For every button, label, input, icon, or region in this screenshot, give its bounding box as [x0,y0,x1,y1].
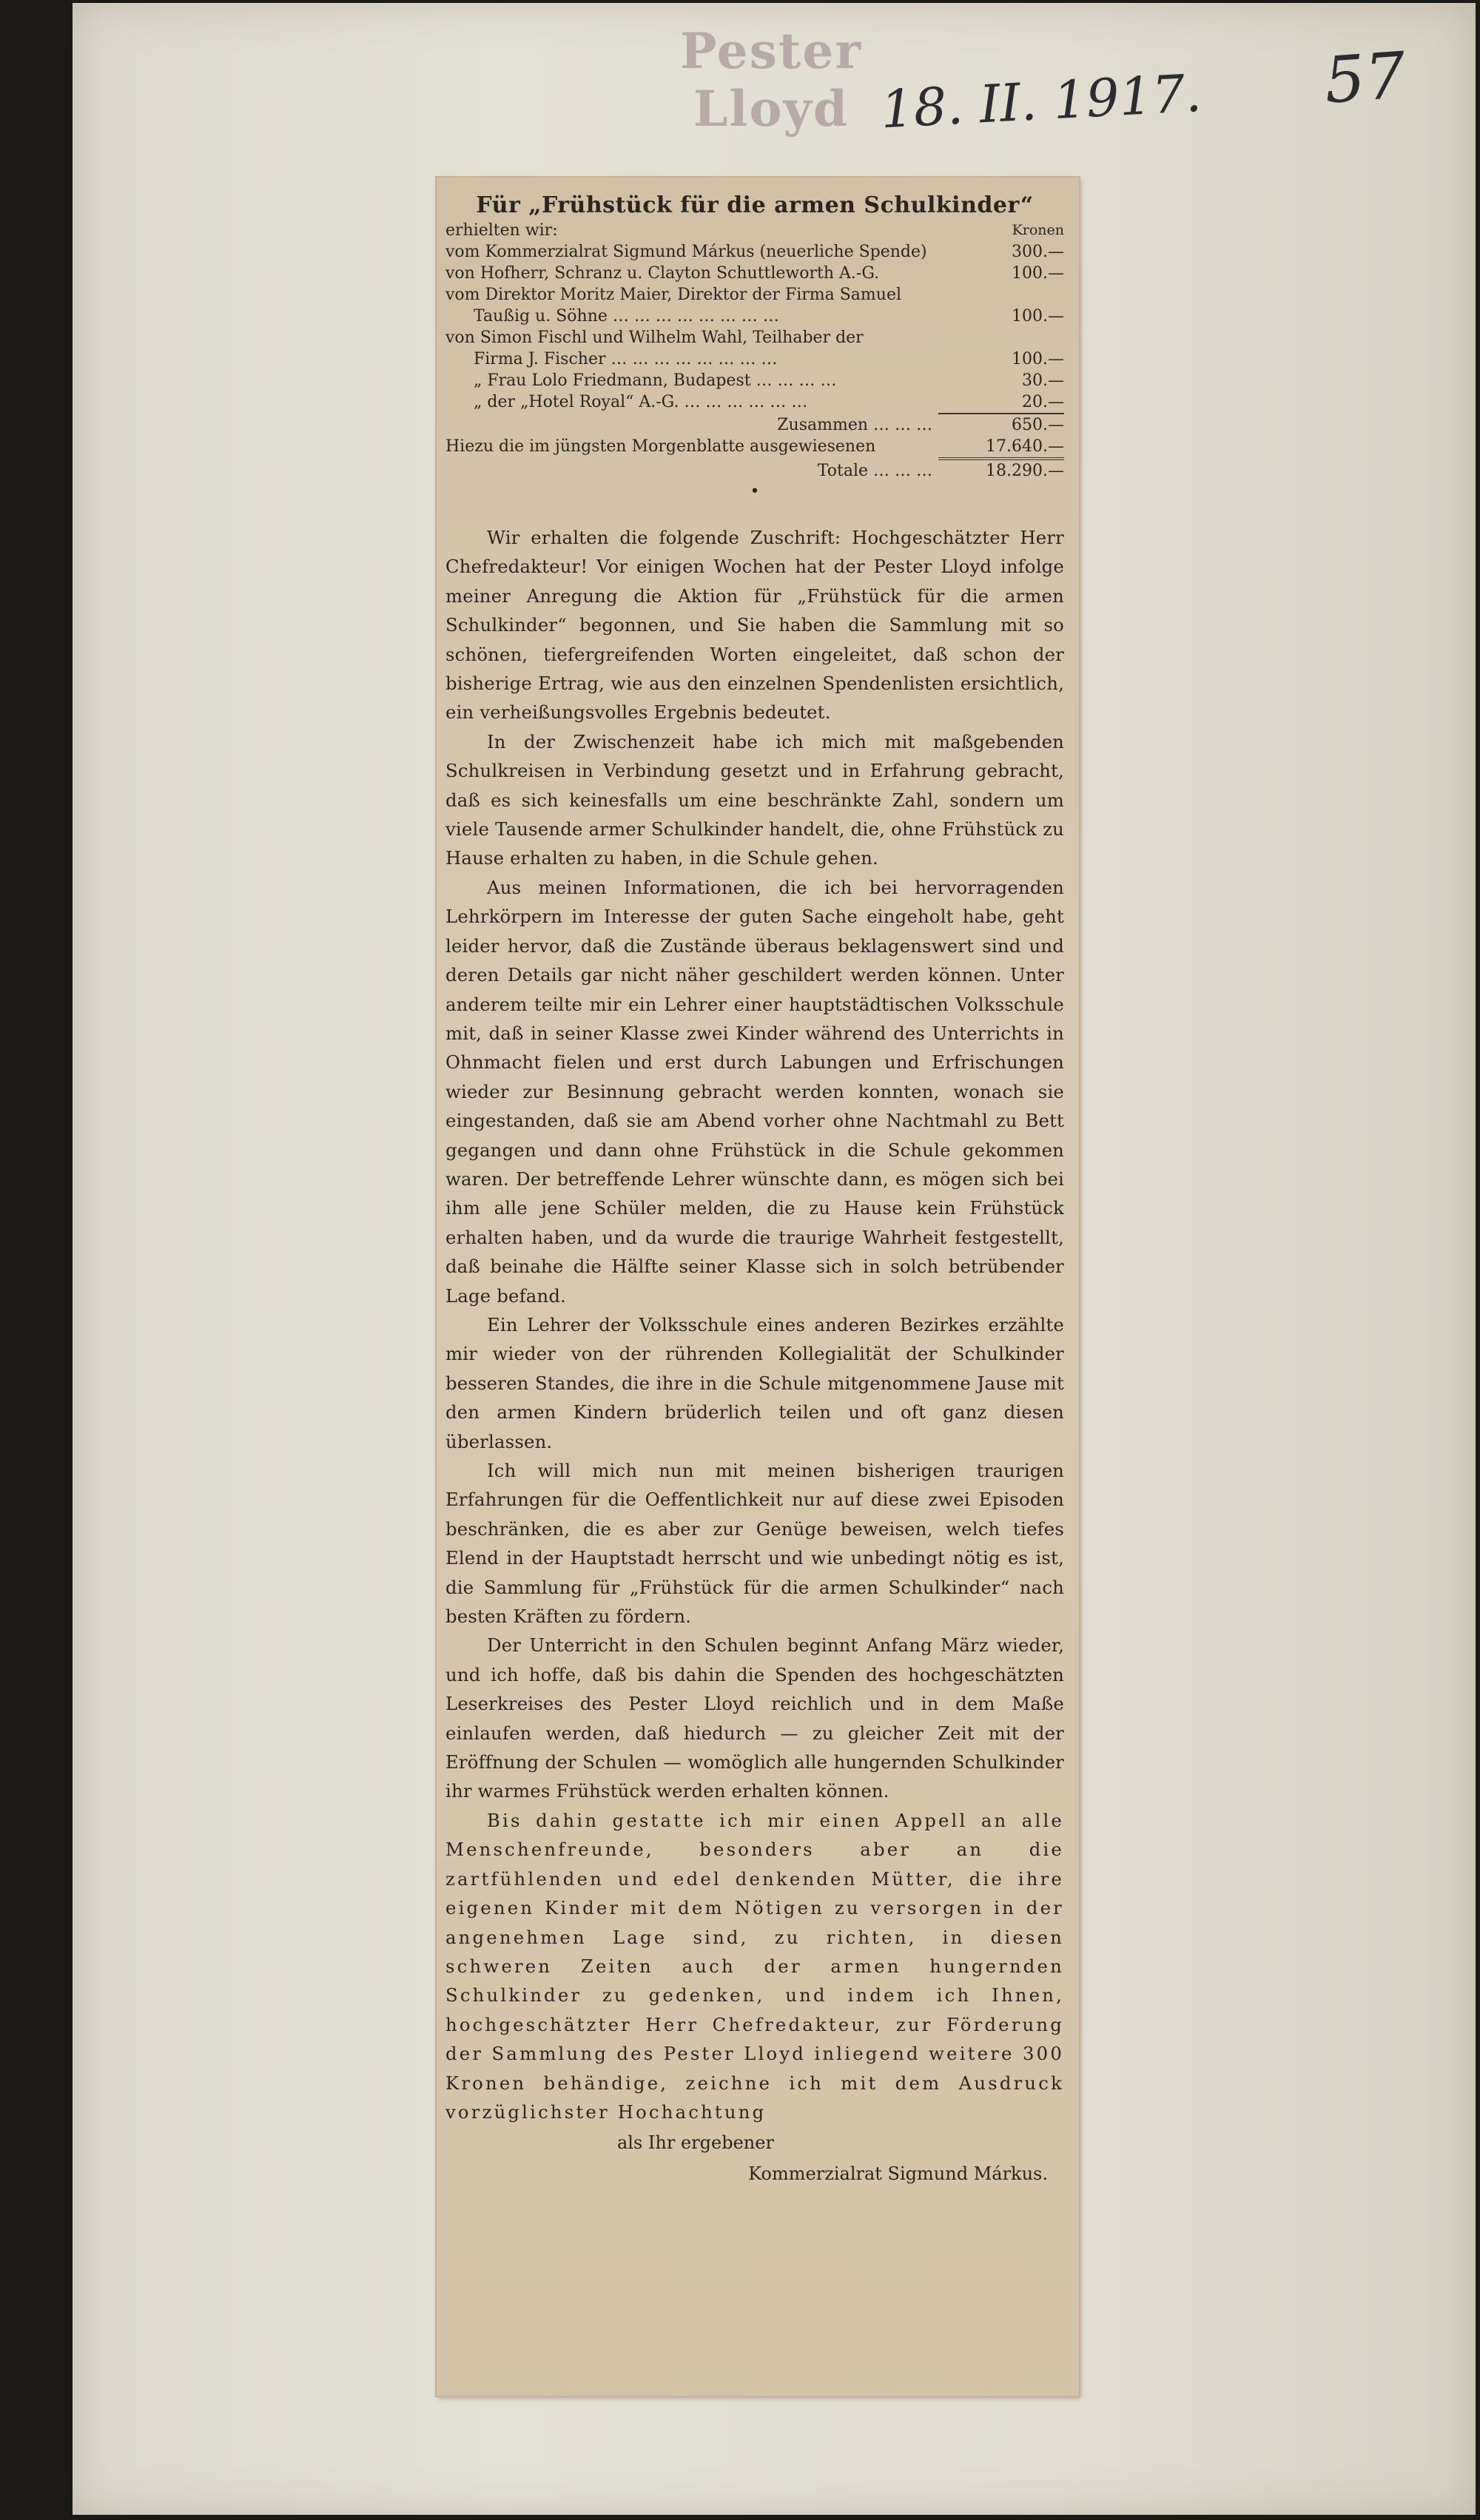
donation-amount: 300.— [1012,243,1064,261]
donation-row [445,327,1064,348]
donation-row [445,263,1064,284]
signature: Kommerzialrat Sigmund Márkus. [748,2163,1048,2185]
donation-header [445,220,1064,241]
donor-text: von Hofherr, Schranz u. Clayton Schuttleworth A.-G. [445,264,880,283]
donor-text: Taußig u. Söhne … … … … … … … … [474,307,779,326]
folio-number: 57 [1322,38,1408,118]
handwritten-date: 18. II. 1917. [879,62,1203,141]
letter-paragraph: Aus meinen Informationen, die ich bei hervorragenden Lehrkörpern im Interesse der guten Sache eingeholt habe, geht leider hervor, daß die Zustände überaus beklagenswert sind und deren Details gar nicht näher geschildert werden können. Unter anderem teilte mir ein Lehrer einer hauptstädtischen Volksschule mit, daß in seiner Klasse zwei Kinder während des Unterrichts in Ohnmacht fielen und erst durch Labungen und Erfrischungen wieder zur Besinnung gebracht werden konnten, wonach sie eingestanden, daß sie am Abend vorher ohne Nachtmahl zu Bett gegangen und dann ohne Frühstück in die Schule gekommen waren. Der betreffende Lehrer wünschte dann, es mögen sich bei ihm alle jene Schüler melden, die zu Hause kein Frühstück erhalten haben, und da wurde die traurige Wahrheit festgestellt, daß beinahe die Hälfte seiner Klasse sich in solch betrübender Lage befand. [445,876,1064,1307]
separator-dot: • [750,482,760,501]
received-label: erhielten wir: [445,221,558,240]
subtotal-amount: 650.— [938,413,1064,436]
donation-amount: 20.— [1022,393,1064,411]
donor-text: „ der „Hotel Royal“ A.-G. … … … … … … [474,393,808,411]
donor-text: von Simon Fischl und Wilhelm Wahl, Teilhaber der [445,329,864,347]
donor-text: „ Frau Lolo Friedmann, Budapest … … … … [474,371,837,390]
donation-row [445,306,1064,327]
donation-amount: 100.— [1012,307,1064,326]
letter-paragraph: Der Unterricht in den Schulen beginnt Anfang März wieder, und ich hoffe, daß bis dahin die Spenden des hochgeschätzten Leserkreises des Pester Lloyd reichlich und in dem Maße einlaufen werden, daß hiedurch — zu gleicher Zeit mit der Eröffnung der Schulen — womöglich alle hungernden Schulkinder ihr warmes Frühstück werden erhalten können. [445,1634,1064,1802]
donation-amount: 30.— [1022,371,1064,390]
letter-paragraph: Ein Lehrer der Volksschule eines anderen Bezirkes erzählte mir wieder von der rührenden Kollegialität der Schulkinder besseren Standes, die ihre in die Schule mitgenommene Jause mit den armen Kindern brüderlich teilen und oft ganz diesen überlassen. [445,1313,1064,1452]
donor-text: vom Kommerzialrat Sigmund Márkus (neuerliche Spende) [445,243,927,261]
donation-amount: 100.— [1012,264,1064,283]
donation-amount: 100.— [1012,350,1064,368]
letter-paragraph: Ich will mich nun mit meinen bisherigen traurigen Erfahrungen für die Oeffentlichkeit nur auf diese zwei Episoden beschränken, die es aber zur Genüge beweisen, welch tiefes Elend in der Hauptstadt herrscht und wie unbedingt nötig es ist, die Sammlung für „Frühstück für die armen Schulkinder“ nach besten Kräften zu fördern. [445,1460,1064,1628]
newspaper-stamp: Pester Lloyd [679,22,863,138]
donation-row [445,391,1064,413]
letter-paragraph: Wir erhalten die folgende Zuschrift: Hochgeschätzter Herr Chefredakteur! Vor einigen Wochen hat der Pester Lloyd infolge meiner Anregung die Aktion für „Frühstück für die armen Schulkinder“ begonnen, und Sie haben die Sammlung mit so schönen, tiefergreifenden Worten eingeleitet, daß schon der bisherige Ertrag, wie aus den einzelnen Spendenlisten ersichtlich, ein verheißungsvolles Ergebnis bedeutet. [445,527,1064,724]
letter-paragraph: Bis dahin gestatte ich mir einen Appell an alle Menschenfreunde, besonders aber an die zartfühlenden und edel denkenden Mütter, die ihre eigenen Kinder mit dem Nötigen zu versorgen in der angenehmen Lage sind, zu richten, in diesen schweren Zeiten auch der armen hungernden Schulkinder zu gedenken, und indem ich Ihnen, hochgeschätzter Herr Chefredakteur, zur Förderung der Sammlung des Pester Lloyd inliegend weitere 300 Kronen behändige, zeichne ich mit dem Ausdruck vorzüglichster Hochachtung [445,1809,1064,2123]
total-row [445,457,1064,482]
donation-row [445,348,1064,370]
donation-row [445,241,1064,263]
subtotal-row [445,413,1064,436]
donor-text: Firma J. Fischer … … … … … … … … [474,350,778,368]
donor-text: vom Direktor Moritz Maier, Direktor der Firma Samuel [445,286,902,304]
letter-paragraph: In der Zwischenzeit habe ich mich mit maßgebenden Schulkreisen in Verbindung gesetzt und in Erfahrung gebracht, daß es sich keinesfalls um eine beschränkte Zahl, sondern um viele Tausende armer Schulkinder handelt, die, ohne Frühstück zu Hause erhalten zu haben, in die Schule gehen. [445,730,1064,869]
clipping-title: Für „Frühstück für die armen Schulkinder“ [476,192,1034,218]
previous-row [445,436,1064,457]
total-amount: 18.290.— [938,457,1064,482]
total-label: Totale … … … [817,462,932,480]
currency-header: Kronen [1012,222,1064,238]
donation-row [445,370,1064,391]
previous-label: Hiezu die im jüngsten Morgenblatte ausgewiesenen [445,437,876,456]
newspaper-clipping [437,178,1079,2396]
previous-amount: 17.640.— [986,437,1064,456]
subtotal-label: Zusammen … … … [777,416,932,434]
closing-phrase: als Ihr ergebener [617,2132,774,2154]
donation-row [445,284,1064,306]
